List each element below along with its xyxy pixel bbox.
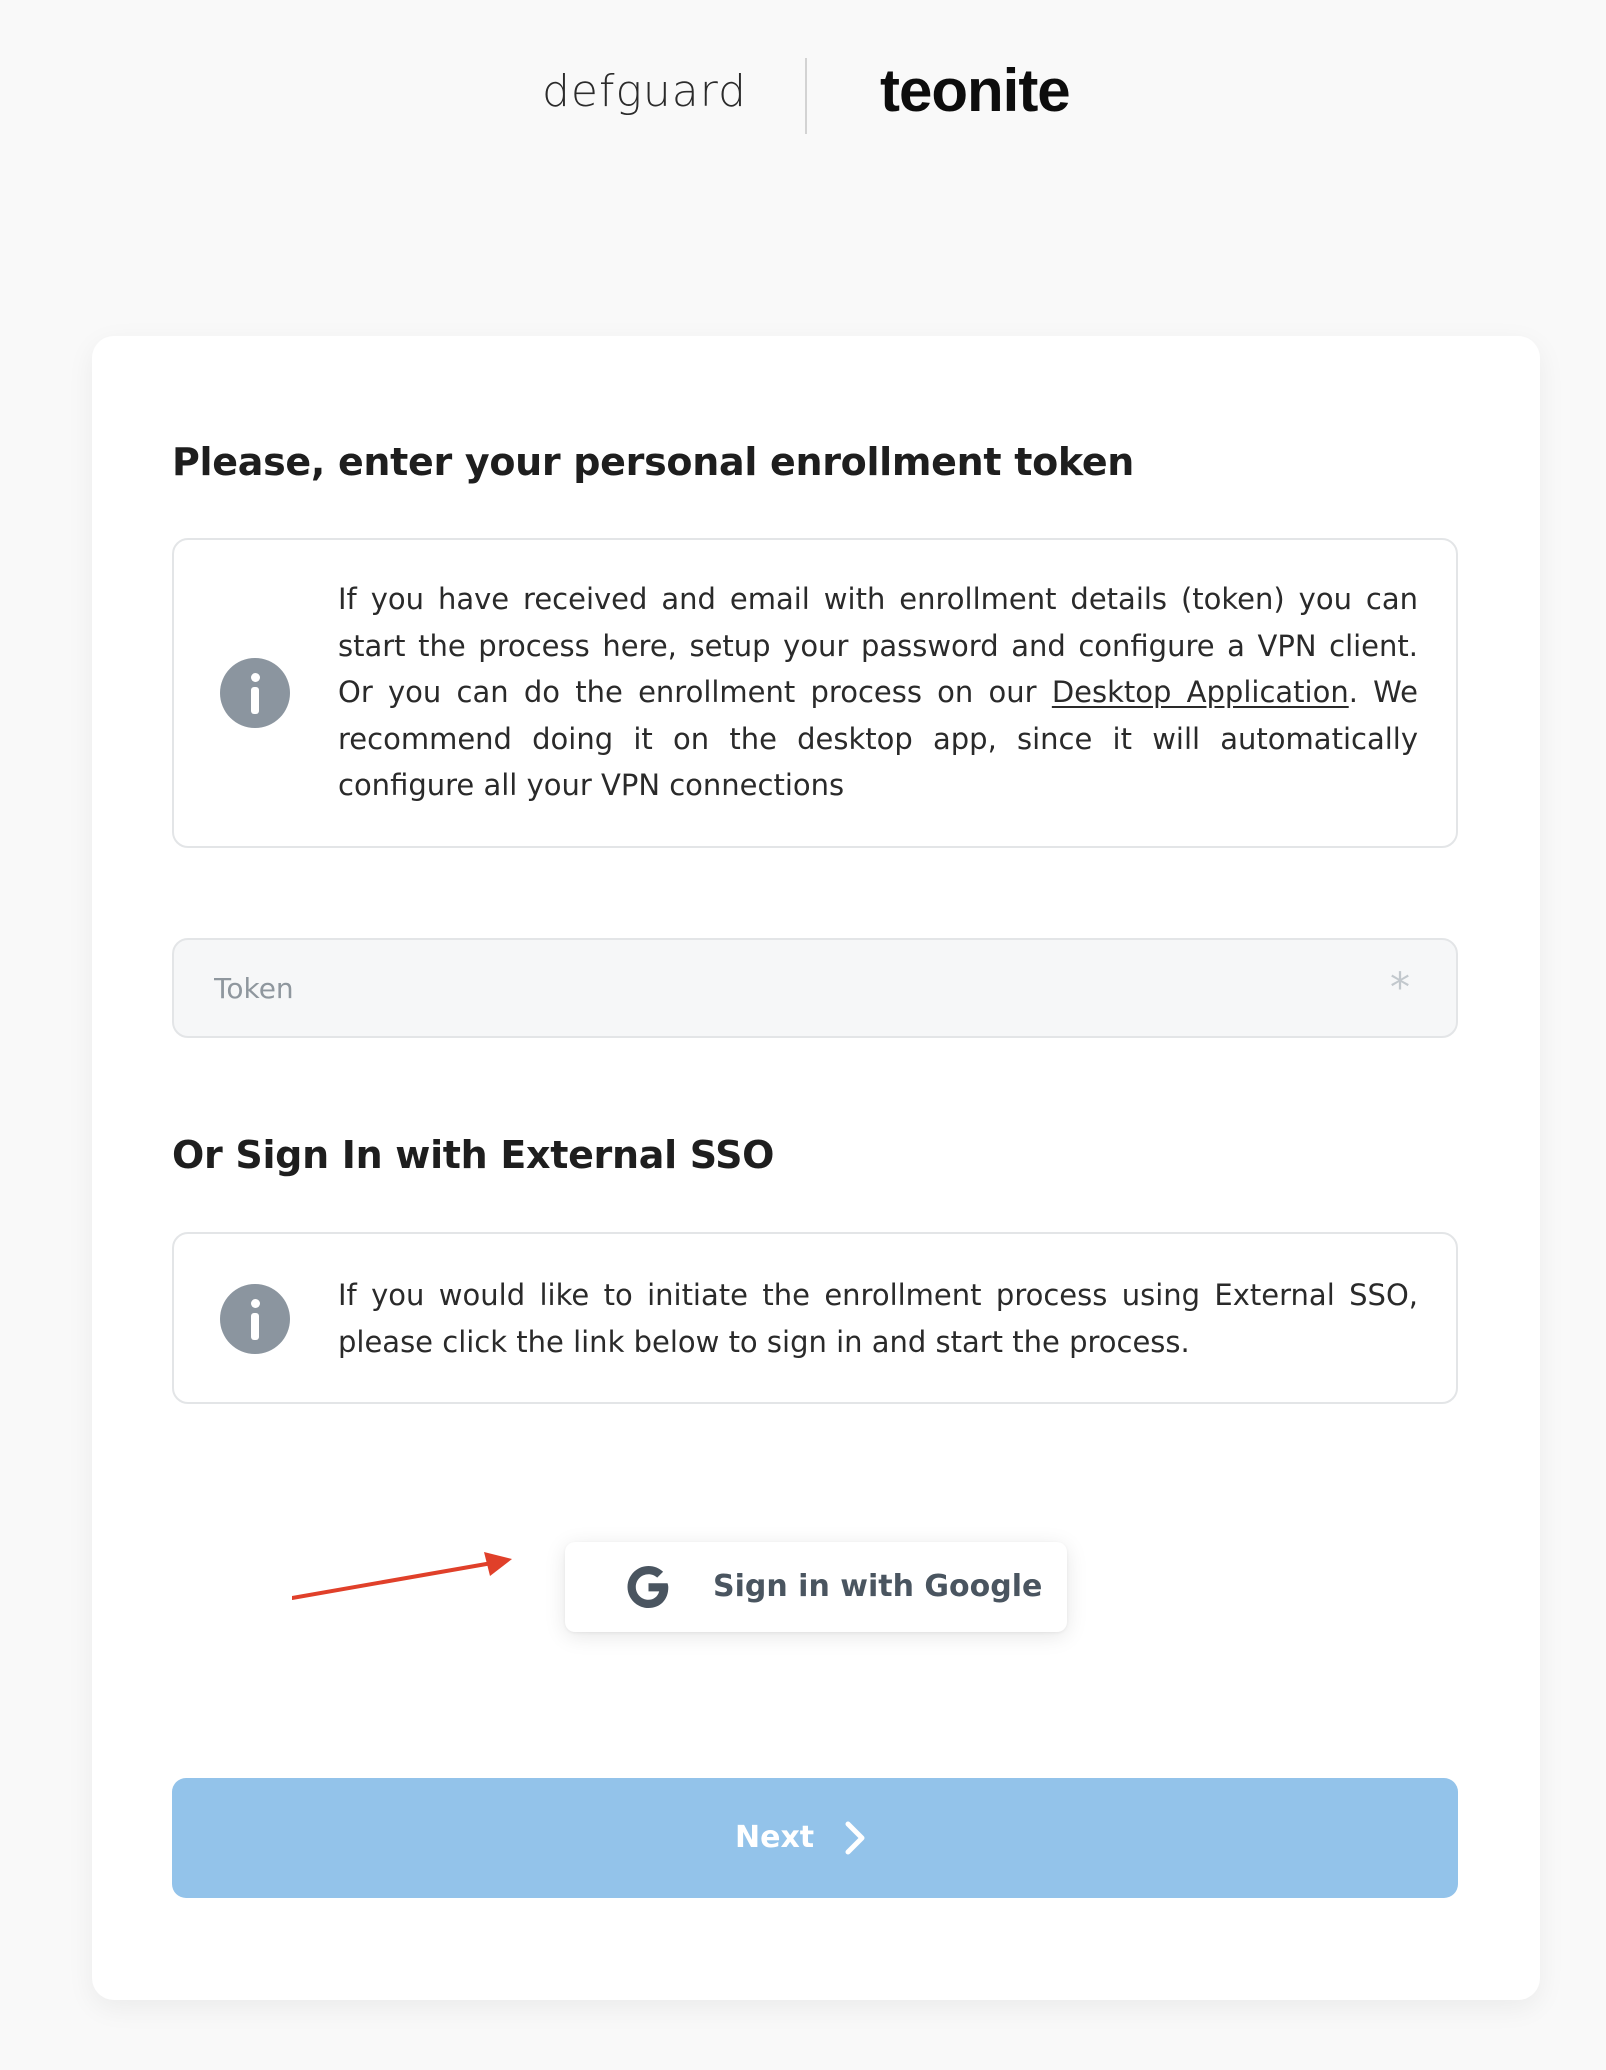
chevron-right-icon xyxy=(838,1820,874,1856)
token-input[interactable] xyxy=(174,940,1456,1036)
next-button-label: Next xyxy=(735,1820,815,1855)
sso-info-text: If you would like to initiate the enrollment process using External SSO, please click the link below to sign in and start the process. xyxy=(338,1278,1418,1359)
token-info-box xyxy=(172,538,1458,848)
info-icon xyxy=(220,1284,290,1354)
google-sign-in-button[interactable] xyxy=(565,1542,1067,1632)
info-icon xyxy=(220,658,290,728)
google-sign-in-label: Sign in with Google xyxy=(713,1569,1043,1604)
sso-info-box xyxy=(172,1232,1458,1404)
asterisk-icon: * xyxy=(1390,965,1410,1011)
next-button[interactable] xyxy=(172,1778,1458,1898)
defguard-logo: defguard xyxy=(542,66,747,117)
enrollment-card xyxy=(92,336,1540,2000)
arrow-annotation xyxy=(292,1526,532,1606)
teonite-logo: teonite xyxy=(880,57,1070,124)
google-icon xyxy=(623,1562,673,1612)
token-info-text: If you have received and email with enrollment details (token) you can start the process here, setup your password and configure a VPN client. Or you can do the enrollment process on our Desktop Application. We recommend doing it on the desktop app, since it will automatically configure all your VPN connections xyxy=(338,582,1418,802)
token-field xyxy=(172,938,1458,1038)
sso-section-title: Or Sign In with External SSO xyxy=(172,1133,775,1177)
logo-divider xyxy=(805,58,807,134)
desktop-application-link[interactable]: Desktop Application xyxy=(1051,675,1349,709)
token-section-title: Please, enter your personal enrollment token xyxy=(172,440,1135,484)
header-logos xyxy=(0,58,1606,138)
